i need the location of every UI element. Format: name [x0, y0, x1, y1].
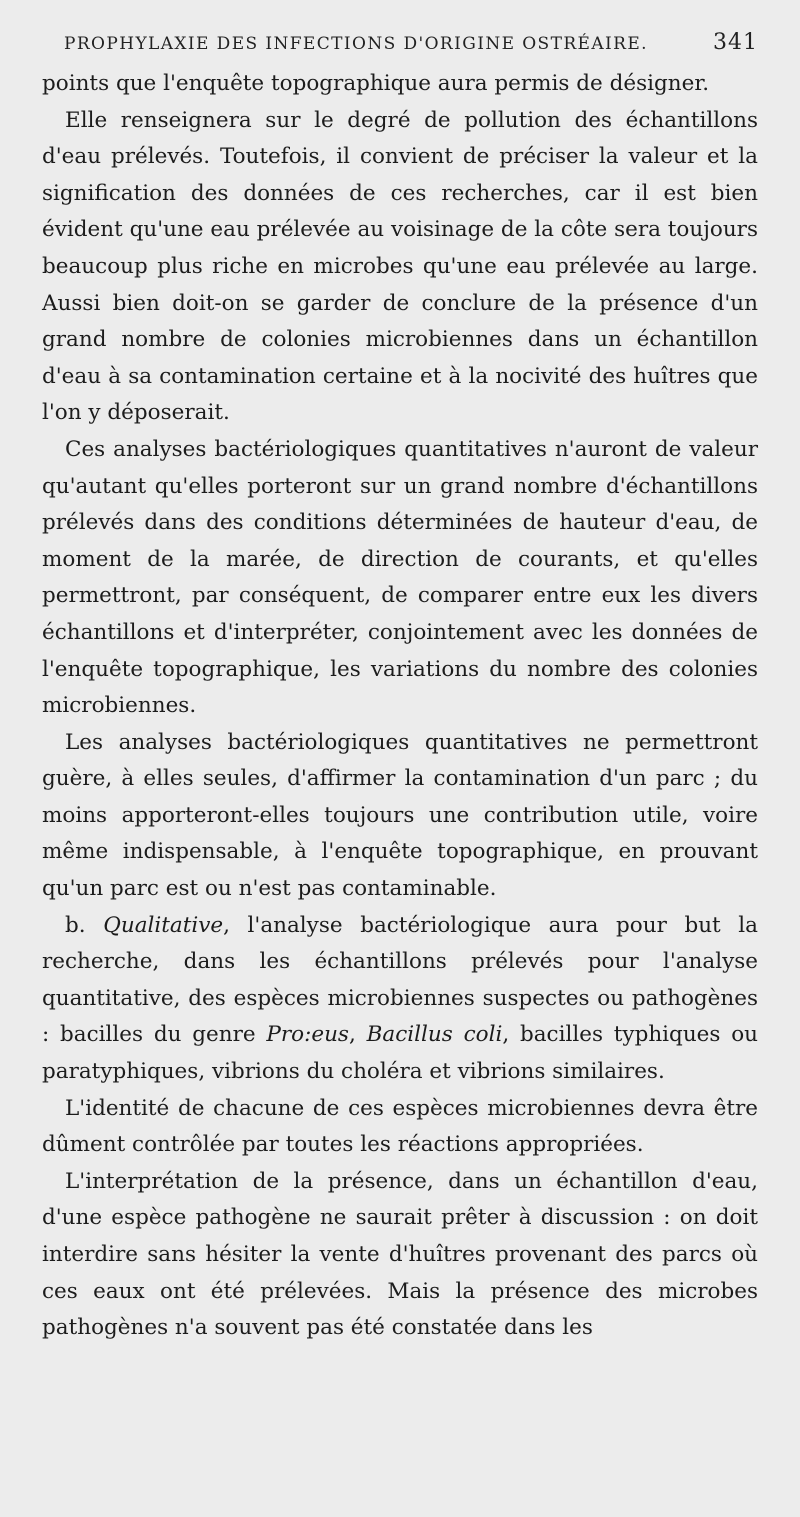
species-name: Pro:eus [266, 1022, 349, 1048]
page-number: 341 [713, 30, 758, 55]
paragraph-text: , [348, 1022, 356, 1048]
section-marker: b. [65, 912, 86, 938]
paragraph: L'identité de chacune de ces espèces microbiennes devra être dûment contrôlée par toutes les réactions appropriées. [42, 1095, 758, 1158]
body-text [42, 66, 758, 1347]
paragraph-continuation: points que l'enquête topographique aura permis de désigner. [42, 71, 710, 96]
running-title: PROPHYLAXIE DES INFECTIONS D'ORIGINE OSTRÉAIRE. [64, 34, 648, 54]
paragraph-text: , bacilles typhiques ou paratyphiques, vibrions du choléra et vibrions similaires. [42, 1022, 759, 1085]
paragraph-text: , l'analyse bactériologique aura pour but la recherche, dans les échantillons prélevés pour l'analyse quantitative, des espèces microbiennes suspectes ou pathogènes : bacilles du genre [42, 912, 758, 1048]
paragraph: Elle renseignera sur le degré de pollution des échantillons d'eau prélevés. Toutefois, il convient de préciser la valeur et la signification des données de ces recherches, car il est bien évident qu'une eau prélevée au voisinage de la côte sera toujours beaucoup plus riche en microbes qu'une eau prélevée au large. Aussi bien doit-on se garder de conclure de la présence d'un grand nombre de colonies microbiennes dans un échantillon d'eau à sa contamination certaine et à la nocivité des huîtres que l'on y déposerait. [42, 107, 758, 426]
paragraph: Ces analyses bactériologiques quantitatives n'auront de valeur qu'autant qu'elles porteront sur un grand nombre d'échantillons prélevés dans des conditions déterminées de hauteur d'eau, de moment de la marée, de direction de courants, et qu'elles permettront, par conséquent, de comparer entre eux les divers échantillons et d'interpréter, conjointement avec les données de l'enquête topographique, les variations du nombre des colonies microbiennes. [42, 436, 758, 719]
italic-term: Qualitative [103, 912, 224, 938]
running-head [42, 30, 758, 66]
species-name: Bacillus coli [366, 1022, 503, 1048]
paragraph: L'interprétation de la présence, dans un échantillon d'eau, d'une espèce pathogène ne saurait prêter à discussion : on doit interdire sans hésiter la vente d'huîtres provenant des parcs où ces eaux ont été prélevées. Mais la présence des microbes pathogènes n'a souvent pas été constatée dans les [42, 1168, 758, 1341]
paragraph-qualitative [42, 908, 758, 1091]
paragraph: Les analyses bactériologiques quantitatives ne permettront guère, à elles seules, d'affirmer la contamination d'un parc ; du moins apporteront-elles toujours une contribution utile, voire même indispensable, à l'enquête topographique, en prouvant qu'un parc est ou n'est pas contaminable. [42, 729, 758, 902]
